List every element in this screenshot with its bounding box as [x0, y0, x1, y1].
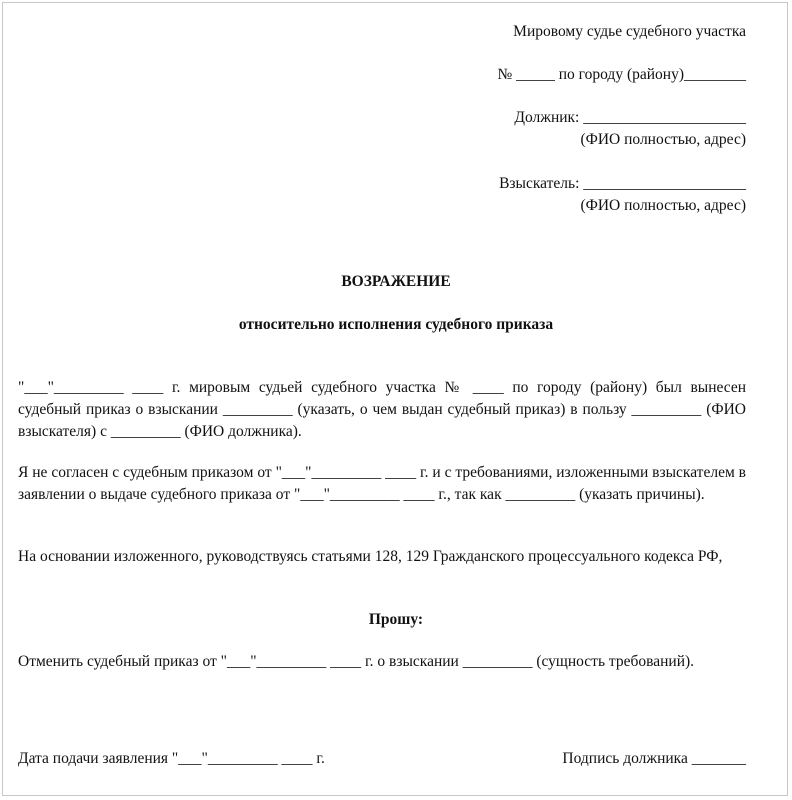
district-line: № _____ по городу (району)________ [497, 66, 746, 83]
filing-date-line: Дата подачи заявления "___"_________ ____ г. [18, 750, 325, 767]
debtor-line: Должник: _____________________ [514, 109, 746, 126]
request-heading: Прошу: [368, 611, 424, 628]
paragraph-order-info: "___"_________ ____ г. мировым судьей судебного участка № ____ по городу (району) был вынесен судебный приказ о взыскании _________ (указать, о чем выдан судебный приказ) в пользу _________ (ФИО взыскателя) с _________ (ФИО должника). [18, 379, 746, 440]
request-text: Отменить судебный приказ от "___"_________ ____ г. о взыскании _________ (сущность требований). [18, 653, 695, 670]
document-subtitle: относительно исполнения судебного приказа [238, 316, 554, 333]
paragraph-disagreement: Я не согласен с судебным приказом от "___"_________ ____ г. и с требованиями, изложенными взыскателем в заявлении о выдаче судебного приказа от "___"_________ ____ г., так как _________ (указать причины). [18, 464, 746, 503]
claimant-hint: (ФИО полностью, адрес) [580, 197, 746, 214]
addressee-line: Мировому судье судебного участка [513, 23, 746, 40]
debtor-hint: (ФИО полностью, адрес) [580, 131, 746, 148]
claimant-line: Взыскатель: _____________________ [499, 175, 746, 192]
paragraph-legal-basis: На основании изложенного, руководствуясь статьями 128, 129 Гражданского процессуального кодекса РФ, [18, 548, 723, 565]
document-title: ВОЗРАЖЕНИЕ [341, 273, 451, 290]
signature-line: Подпись должника _______ [562, 750, 746, 767]
